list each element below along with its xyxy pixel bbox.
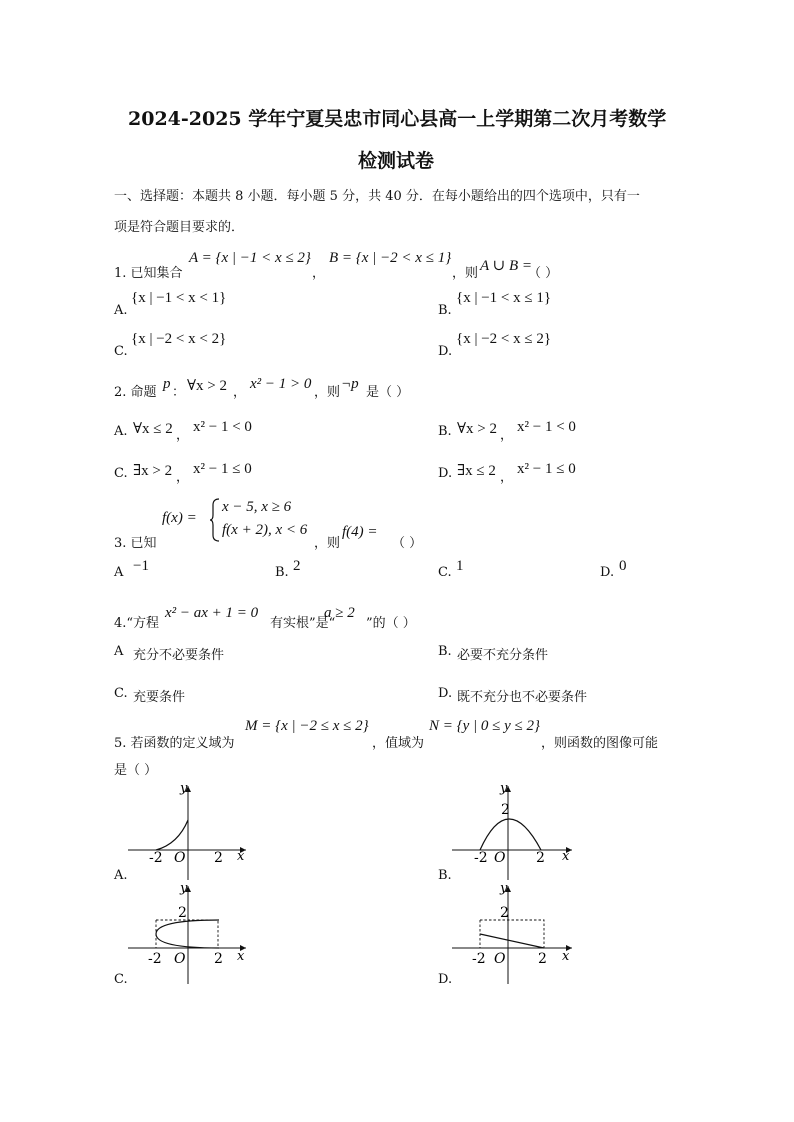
q5-graph-a-tick-neg2: -2 xyxy=(149,850,163,866)
q2-option-a-inequality: x² − 1 < 0 xyxy=(193,419,252,435)
q5-graph-b-origin: O xyxy=(494,850,506,866)
q3-option-a-label: A xyxy=(114,565,124,580)
q1-set-b: B = {x | −2 < x ≤ 1} xyxy=(329,250,452,266)
q5-option-d-label: D. xyxy=(438,972,453,987)
q4-prefix: 4.“方程 xyxy=(114,616,160,631)
q4-option-d-text: 既不充分也不必要条件 xyxy=(457,690,588,705)
q5-prefix: 5. 若函数的定义域为 xyxy=(114,736,235,751)
q2-separator: ， xyxy=(233,385,247,400)
q5-line2: 是（ ） xyxy=(114,763,158,778)
q2-quantifier: ∀x > 2 xyxy=(187,378,228,394)
q5-middle: ，值域为 xyxy=(372,736,425,751)
q1-option-d-label: D. xyxy=(438,344,453,359)
q2-negation: ¬p xyxy=(341,376,359,392)
q3-option-c-label: C. xyxy=(438,565,452,580)
q1-option-c-text: {x | −2 < x < 2} xyxy=(131,331,227,347)
q1-separator: ， xyxy=(312,266,326,281)
q3-stem-prefix: 3. 已知 xyxy=(114,536,157,551)
q5-graph-d-tick-2: 2 xyxy=(538,951,547,967)
q2-option-c-inequality: x² − 1 ≤ 0 xyxy=(193,461,252,477)
q5-graph-a-x-label: x xyxy=(237,849,245,864)
q1-stem-prefix: 1. 已知集合 xyxy=(114,266,183,281)
q5-graph-d-origin: O xyxy=(494,951,506,967)
q5-graph-b-tick-2: 2 xyxy=(536,850,545,866)
q5-graph-d-tick-neg2: -2 xyxy=(472,951,486,967)
q3-option-a-value: −1 xyxy=(133,558,149,574)
q4-equation: x² − ax + 1 = 0 xyxy=(165,605,259,621)
q5-graph-b xyxy=(452,780,582,880)
q2-option-b-label: B. xyxy=(438,424,452,439)
q2-option-d-label: D. xyxy=(438,466,453,481)
q3-option-c-value: 1 xyxy=(456,558,464,574)
q5-graph-c-origin: O xyxy=(174,951,186,967)
q1-option-d-text: {x | −2 < x ≤ 2} xyxy=(456,331,552,347)
q2-option-d-inequality: x² − 1 ≤ 0 xyxy=(517,461,576,477)
q3-case-2: f(x + 2), x < 6 xyxy=(222,522,308,538)
q4-middle: 有实根”是“ xyxy=(270,616,336,631)
q1-option-a-text: {x | −1 < x < 1} xyxy=(131,290,227,306)
q3-option-d-value: 0 xyxy=(619,558,627,574)
q5-graph-c-x-label: x xyxy=(237,949,245,964)
q2-option-c-label: C. xyxy=(114,466,128,481)
q5-graph-b-tick-neg2: -2 xyxy=(474,850,488,866)
q5-graph-c-tick-y2: 2 xyxy=(178,905,187,921)
q4-option-b-text: 必要不充分条件 xyxy=(457,648,549,663)
q5-graph-b-x-label: x xyxy=(562,849,570,864)
q4-option-a-text: 充分不必要条件 xyxy=(133,648,225,663)
q2-option-b-quantifier: ∀x > 2 xyxy=(457,421,498,437)
q4-option-c-text: 充要条件 xyxy=(133,690,186,705)
q5-graph-b-tick-y2: 2 xyxy=(501,802,510,818)
q5-graph-c-y-label: y xyxy=(180,881,188,896)
q1-option-a-label: A. xyxy=(114,303,128,318)
q3-option-d-label: D. xyxy=(600,565,615,580)
q5-option-a-label: A. xyxy=(114,868,128,883)
q4-option-b-label: B. xyxy=(438,644,452,659)
q1-option-c-label: C. xyxy=(114,344,128,359)
q5-graph-a-y-label: y xyxy=(180,781,188,796)
q5-range: N = {y | 0 ≤ y ≤ 2} xyxy=(429,718,541,734)
q4-tail: ”的（ ） xyxy=(366,616,416,631)
q5-graph-c-tick-neg2: -2 xyxy=(148,951,162,967)
q5-graph-d xyxy=(452,880,582,986)
q2-tail: 是（ ） xyxy=(366,385,410,400)
q5-graph-b-y-label: y xyxy=(500,781,508,796)
q3-option-b-label: B. xyxy=(275,565,289,580)
q5-graph-d-x-label: x xyxy=(562,949,570,964)
section-instructions-line1: 一、选择题：本题共 8 小题．每小题 5 分，共 40 分．在每小题给出的四个选项中，只有一 xyxy=(114,189,640,204)
q2-inequality: x² − 1 > 0 xyxy=(250,376,312,392)
q5-tail: ，则函数的图像可能 xyxy=(541,736,659,751)
q3-piecewise-brace xyxy=(209,497,221,543)
q2-colon: ： xyxy=(172,385,186,400)
q3-answer-paren: （ ） xyxy=(392,536,423,551)
q2-option-d-quantifier: ∃x ≤ 2 xyxy=(457,463,496,479)
section-instructions-line2: 项是符合题目要求的． xyxy=(114,220,245,235)
q2-option-c-quantifier: ∃x > 2 xyxy=(133,463,173,479)
q1-option-b-label: B. xyxy=(438,303,452,318)
q5-graph-a-origin: O xyxy=(174,850,186,866)
q2-option-a-quantifier: ∀x ≤ 2 xyxy=(133,421,173,437)
q5-graph-c-tick-2: 2 xyxy=(214,951,223,967)
q5-graph-d-tick-y2: 2 xyxy=(500,905,509,921)
q5-option-b-label: B. xyxy=(438,868,452,883)
q3-function-name: f(x) = xyxy=(162,510,197,526)
q5-graph-a-tick-2: 2 xyxy=(214,850,223,866)
q5-option-c-label: C. xyxy=(114,972,128,987)
q2-proposition-p: p xyxy=(163,376,171,392)
q3-ask: f(4) = xyxy=(342,524,378,540)
q1-then: ，则 xyxy=(452,266,479,281)
q5-graph-c xyxy=(128,880,258,986)
q3-option-b-value: 2 xyxy=(293,558,301,574)
q4-option-d-label: D. xyxy=(438,686,453,701)
page-title-line1: 2024-2025 学年宁夏吴忠市同心县高一上学期第二次月考数学 xyxy=(128,108,667,130)
q1-option-b-text: {x | −1 < x ≤ 1} xyxy=(456,290,552,306)
q4-option-c-label: C. xyxy=(114,686,128,701)
q4-condition: a ≥ 2 xyxy=(324,605,355,621)
page-title-line2: 检测试卷 xyxy=(358,150,435,172)
q1-union-expr: A ∪ B = xyxy=(480,258,532,274)
q5-graph-a xyxy=(128,780,258,880)
q1-answer-paren: （ ） xyxy=(528,266,559,281)
q2-then: ，则 xyxy=(314,385,341,400)
q3-case-1: x − 5, x ≥ 6 xyxy=(222,499,292,515)
q2-option-a-label: A. xyxy=(114,424,128,439)
q2-stem-prefix: 2. 命题 xyxy=(114,385,157,400)
q1-set-a: A = {x | −1 < x ≤ 2} xyxy=(189,250,311,266)
q4-option-a-label: A xyxy=(114,644,124,659)
q2-option-b-inequality: x² − 1 < 0 xyxy=(517,419,576,435)
q5-graph-d-y-label: y xyxy=(500,881,508,896)
q5-domain: M = {x | −2 ≤ x ≤ 2} xyxy=(245,718,369,734)
q3-then: ，则 xyxy=(314,536,341,551)
